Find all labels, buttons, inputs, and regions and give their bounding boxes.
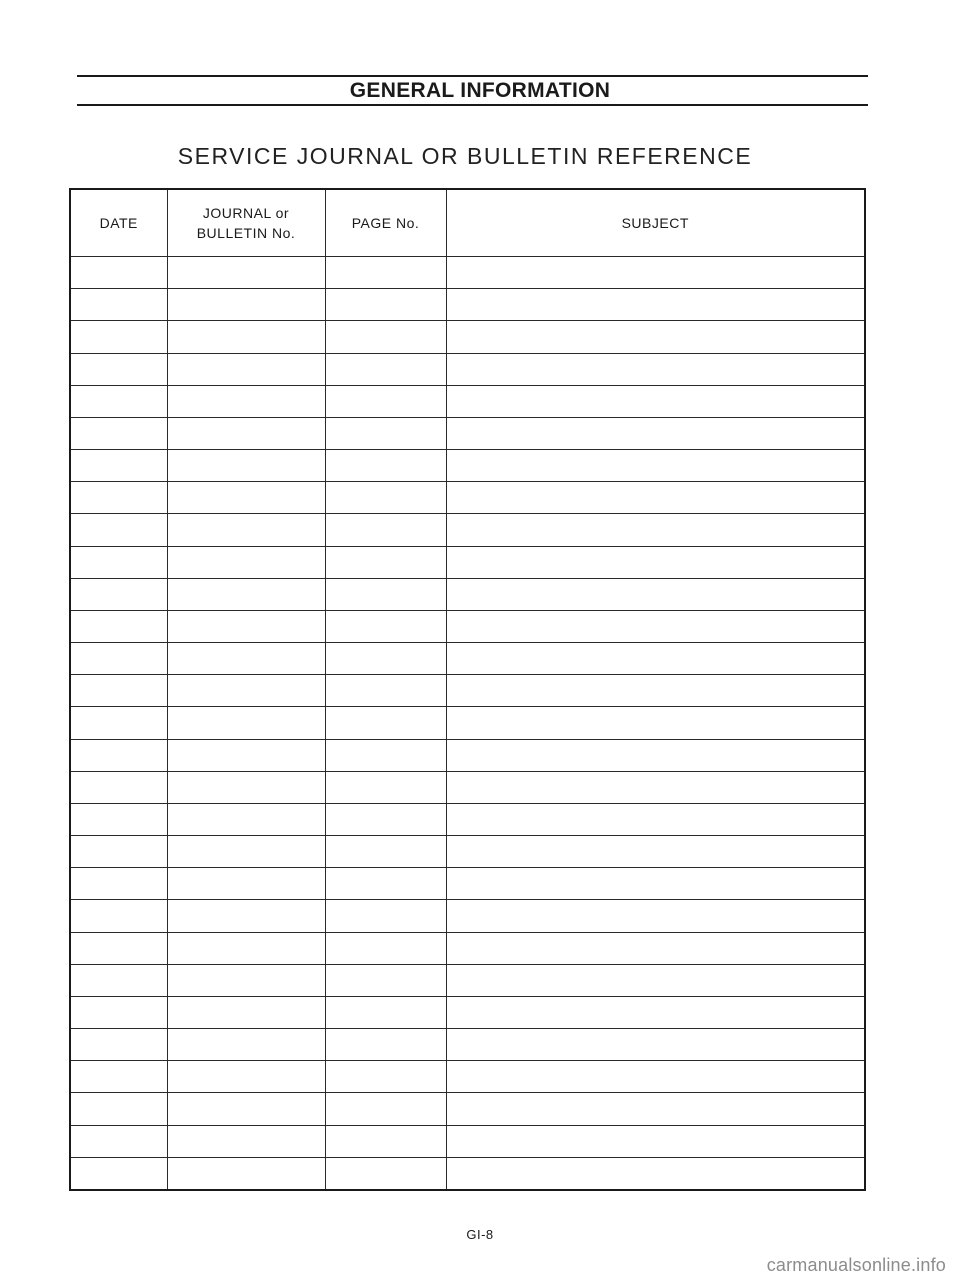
table-row (70, 321, 865, 353)
column-header-page: PAGE No. (325, 189, 446, 257)
page-cell (325, 707, 446, 739)
column-header-subject: SUBJECT (446, 189, 865, 257)
table-row (70, 353, 865, 385)
column-header-journal (167, 189, 325, 257)
table-row (70, 257, 865, 289)
table-row (70, 836, 865, 868)
journal-cell (167, 771, 325, 803)
date-cell (70, 514, 167, 546)
date-cell (70, 1157, 167, 1190)
date-cell (70, 900, 167, 932)
subject-cell (446, 610, 865, 642)
table-row (70, 675, 865, 707)
subject-cell (446, 643, 865, 675)
page-cell (325, 1157, 446, 1190)
date-cell (70, 739, 167, 771)
page-cell (325, 836, 446, 868)
subject-cell (446, 257, 865, 289)
date-cell (70, 1061, 167, 1093)
journal-cell (167, 321, 325, 353)
journal-cell (167, 1061, 325, 1093)
subject-cell (446, 707, 865, 739)
date-cell (70, 257, 167, 289)
date-cell (70, 707, 167, 739)
page-cell (325, 417, 446, 449)
subject-cell (446, 417, 865, 449)
date-cell (70, 996, 167, 1028)
journal-cell (167, 353, 325, 385)
table-row (70, 546, 865, 578)
date-cell (70, 450, 167, 482)
page-cell (325, 289, 446, 321)
date-cell (70, 1029, 167, 1061)
journal-cell (167, 610, 325, 642)
table-row (70, 450, 865, 482)
page-cell (325, 996, 446, 1028)
journal-cell (167, 1029, 325, 1061)
table-row (70, 643, 865, 675)
journal-cell (167, 385, 325, 417)
table-row (70, 964, 865, 996)
date-cell (70, 610, 167, 642)
page-cell (325, 450, 446, 482)
journal-cell (167, 482, 325, 514)
subject-cell (446, 353, 865, 385)
header-bottom-rule (77, 104, 868, 106)
table-row (70, 482, 865, 514)
page-cell (325, 739, 446, 771)
column-header-journal-line1: JOURNAL or (202, 205, 290, 221)
journal-cell (167, 417, 325, 449)
page-number: GI-8 (466, 1227, 494, 1242)
table-row (70, 771, 865, 803)
journal-cell (167, 803, 325, 835)
journal-table (69, 188, 866, 1191)
page-cell (325, 353, 446, 385)
journal-cell (167, 996, 325, 1028)
subject-cell (446, 385, 865, 417)
subject-cell (446, 932, 865, 964)
column-header-date: DATE (70, 189, 167, 257)
journal-cell (167, 257, 325, 289)
subject-cell (446, 450, 865, 482)
page-cell (325, 546, 446, 578)
subject-cell (446, 1125, 865, 1157)
journal-cell (167, 1125, 325, 1157)
subject-cell (446, 578, 865, 610)
page-cell (325, 514, 446, 546)
journal-cell (167, 932, 325, 964)
date-cell (70, 964, 167, 996)
date-cell (70, 546, 167, 578)
subject-cell (446, 482, 865, 514)
page-cell (325, 1125, 446, 1157)
table-row (70, 739, 865, 771)
journal-cell (167, 739, 325, 771)
journal-form (69, 188, 866, 1191)
subject-cell (446, 546, 865, 578)
table-row (70, 514, 865, 546)
page-cell (325, 1093, 446, 1125)
table-row (70, 900, 865, 932)
table-row (70, 803, 865, 835)
subject-cell (446, 1061, 865, 1093)
subject-cell (446, 836, 865, 868)
header-top-rule (77, 75, 868, 77)
subject-cell (446, 900, 865, 932)
date-cell (70, 932, 167, 964)
table-row (70, 1093, 865, 1125)
column-header-journal-line2: BULLETIN No. (196, 225, 296, 241)
form-title: SERVICE JOURNAL OR BULLETIN REFERENCE (177, 143, 753, 169)
table-row (70, 289, 865, 321)
table-row (70, 385, 865, 417)
subject-cell (446, 868, 865, 900)
journal-cell (167, 707, 325, 739)
journal-cell (167, 546, 325, 578)
date-cell (70, 353, 167, 385)
date-cell (70, 321, 167, 353)
date-cell (70, 289, 167, 321)
date-cell (70, 868, 167, 900)
page-cell (325, 578, 446, 610)
date-cell (70, 675, 167, 707)
table-row (70, 868, 865, 900)
date-cell (70, 1093, 167, 1125)
table-row (70, 707, 865, 739)
subject-cell (446, 739, 865, 771)
page-cell (325, 385, 446, 417)
subject-cell (446, 996, 865, 1028)
journal-cell (167, 514, 325, 546)
date-cell (70, 836, 167, 868)
journal-cell (167, 1093, 325, 1125)
page-cell (325, 868, 446, 900)
page-cell (325, 900, 446, 932)
table-row (70, 578, 865, 610)
date-cell (70, 803, 167, 835)
journal-cell (167, 836, 325, 868)
subject-cell (446, 514, 865, 546)
table-row (70, 1157, 865, 1190)
journal-cell (167, 289, 325, 321)
date-cell (70, 1125, 167, 1157)
table-header-row (70, 189, 865, 257)
journal-cell (167, 900, 325, 932)
table-row (70, 417, 865, 449)
table-row (70, 932, 865, 964)
subject-cell (446, 675, 865, 707)
table-row (70, 996, 865, 1028)
page-cell (325, 1029, 446, 1061)
journal-cell (167, 450, 325, 482)
page-cell (325, 610, 446, 642)
table-row (70, 1029, 865, 1061)
date-cell (70, 385, 167, 417)
table-row (70, 1061, 865, 1093)
table-body (70, 257, 865, 1191)
subject-cell (446, 1093, 865, 1125)
page-cell (325, 1061, 446, 1093)
date-cell (70, 417, 167, 449)
date-cell (70, 482, 167, 514)
page-cell (325, 964, 446, 996)
page-cell (325, 482, 446, 514)
date-cell (70, 771, 167, 803)
journal-cell (167, 1157, 325, 1190)
subject-cell (446, 289, 865, 321)
journal-cell (167, 964, 325, 996)
date-cell (70, 643, 167, 675)
page-header-title: GENERAL INFORMATION (349, 79, 611, 102)
journal-cell (167, 578, 325, 610)
journal-cell (167, 868, 325, 900)
page-cell (325, 932, 446, 964)
subject-cell (446, 1029, 865, 1061)
journal-cell (167, 643, 325, 675)
journal-cell (167, 675, 325, 707)
page-cell (325, 643, 446, 675)
page-cell (325, 803, 446, 835)
subject-cell (446, 771, 865, 803)
page-cell (325, 771, 446, 803)
page-cell (325, 257, 446, 289)
page-cell (325, 321, 446, 353)
page-cell (325, 675, 446, 707)
date-cell (70, 578, 167, 610)
subject-cell (446, 964, 865, 996)
table-row (70, 1125, 865, 1157)
table-row (70, 610, 865, 642)
subject-cell (446, 803, 865, 835)
watermark: carmanualsonline.info (766, 1255, 946, 1275)
subject-cell (446, 1157, 865, 1190)
subject-cell (446, 321, 865, 353)
